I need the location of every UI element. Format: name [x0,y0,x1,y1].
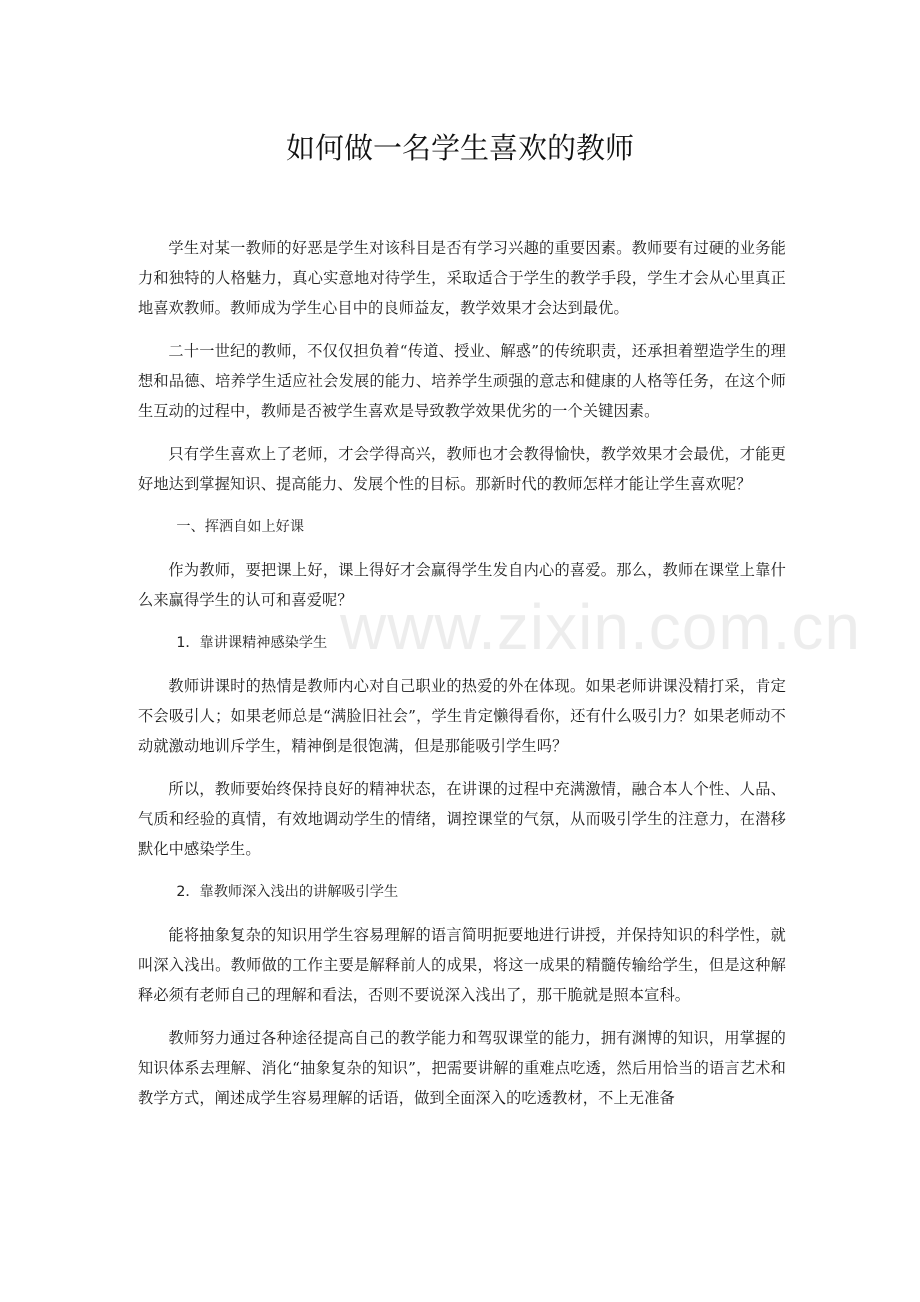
section-heading: 1．靠讲课精神感染学生 [176,635,328,651]
page-title: 如何做一名学生喜欢的教师 [285,131,634,165]
paragraph: 只有学生喜欢上了老师，才会学得高兴，教师也才会教得愉快，教学效果才会最优，才能更好地达到掌握知识、提高能力、发展个性的目标。那新时代的教师怎样才能让学生喜欢呢？ [138,445,786,493]
section-heading: 一、挥洒自如上好课 [176,519,305,535]
paragraph: 能将抽象复杂的知识用学生容易理解的语言简明扼要地进行讲授，并保持知识的科学性，就叫深入浅出。教师做的工作主要是解释前人的成果，将这一成果的精髓传输给学生，但是这种解释必须有老师自己的理解和看法，否则不要说深入浅出了，那干脆就是照本宣科。 [138,926,786,1004]
paragraph: 二十一世纪的教师，不仅仅担负着“传道、授业、解惑”的传统职责，还承担着塑造学生的理想和品德、培养学生适应社会发展的能力、培养学生顽强的意志和健康的人格等任务，在这个师生互动的过程中，教师是否被学生喜欢是导致教学效果优劣的一个关键因素。 [138,342,786,420]
paragraph: 教师努力通过各种途径提高自己的教学能力和驾驭课堂的能力，拥有渊博的知识，用掌握的知识体系去理解、消化“抽象复杂的知识”，把需要讲解的重难点吃透，然后用恰当的语言艺术和教学方式，阐述成学生容易理解的话语，做到全面深入的吃透教材，不上无准备 [138,1029,786,1107]
section-heading: 2．靠教师深入浅出的讲解吸引学生 [176,884,399,900]
paragraph: 教师讲课时的热情是教师内心对自己职业的热爱的外在体现。如果老师讲课没精打采，肯定不会吸引人；如果老师总是“满脸旧社会”，学生肯定懒得看你，还有什么吸引力？如果老师动不动就激动地训斥学生，精神倒是很饱满，但是那能吸引学生吗？ [138,677,786,755]
paragraph: 作为教师，要把课上好，课上得好才会赢得学生发自内心的喜爱。那么，教师在课堂上靠什么来赢得学生的认可和喜爱呢？ [138,561,786,609]
document-body [138,233,786,1126]
watermark: www.zixin.com.cn [340,591,861,663]
paragraph: 所以，教师要始终保持良好的精神状态，在讲课的过程中充满激情，融合本人个性、人品、气质和经验的真情，有效地调动学生的情绪，调控课堂的气氛，从而吸引学生的注意力，在潜移默化中感染学生。 [138,780,786,858]
paragraph: 学生对某一教师的好恶是学生对该科目是否有学习兴趣的重要因素。教师要有过硬的业务能力和独特的人格魅力，真心实意地对待学生，采取适合于学生的教学手段，学生才会从心里真正地喜欢教师。教师成为学生心目中的良师益友，教学效果才会达到最优。 [138,239,786,317]
